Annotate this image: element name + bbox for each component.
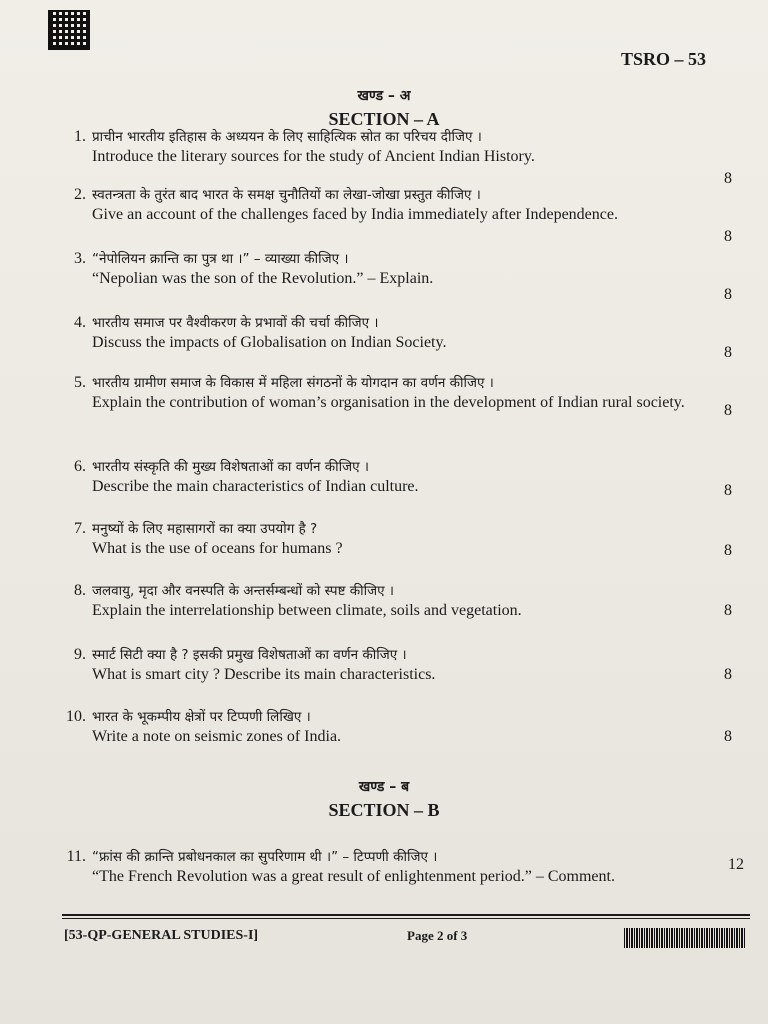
barcode	[624, 928, 746, 948]
question-5	[58, 374, 732, 419]
question-marks: 8	[724, 482, 732, 499]
section-b-hindi: खण्ड – ब	[358, 779, 410, 795]
question-marks: 12	[728, 856, 744, 873]
question-number: 2.	[74, 186, 86, 203]
question-hindi: भारत के भूकम्पीय क्षेत्रों पर टिप्पणी लिखिए ।	[92, 709, 311, 725]
question-number: 5.	[74, 374, 86, 391]
section-b-heading	[0, 777, 768, 821]
question-8	[58, 582, 732, 620]
footer-rule-thin	[62, 918, 750, 919]
question-4	[58, 314, 732, 361]
question-hindi: जलवायु, मृदा और वनस्पति के अन्तर्सम्बन्धों को स्पष्ट कीजिए ।	[92, 583, 395, 599]
question-hindi: भारतीय ग्रामीण समाज के विकास में महिला संगठनों के योगदान का वर्णन कीजिए ।	[92, 375, 494, 391]
section-b-english: SECTION – B	[328, 800, 440, 820]
question-1	[58, 128, 732, 187]
question-hindi: भारतीय समाज पर वैश्वीकरण के प्रभावों की चर्चा कीजिए ।	[92, 315, 379, 331]
question-marks: 8	[724, 728, 732, 745]
question-marks: 8	[724, 602, 732, 619]
question-marks: 8	[724, 170, 732, 187]
question-marks: 8	[724, 286, 732, 303]
question-marks: 8	[724, 666, 732, 683]
question-7	[58, 520, 732, 559]
section-a-heading	[0, 86, 768, 130]
question-6	[58, 458, 732, 499]
question-hindi: स्मार्ट सिटी क्या है ? इसकी प्रमुख विशेषताओं का वर्णन कीजिए ।	[92, 647, 407, 663]
question-hindi: भारतीय संस्कृति की मुख्य विशेषताओं का वर्णन कीजिए ।	[92, 459, 370, 475]
question-3	[58, 250, 732, 303]
question-marks: 8	[724, 228, 732, 245]
question-9	[58, 646, 732, 684]
question-11	[58, 848, 744, 886]
question-number: 4.	[74, 314, 86, 331]
question-marks: 8	[724, 542, 732, 559]
question-marks: 8	[724, 344, 732, 361]
question-english: Explain the interrelationship between climate, soils and vegetation.	[92, 602, 522, 619]
question-english: “Nepolian was the son of the Revolution.” – Explain.	[92, 270, 434, 287]
page-number: Page 2 of 3	[407, 928, 468, 943]
question-number: 11.	[66, 848, 86, 865]
question-english: Give an account of the challenges faced by India immediately after Independence.	[92, 206, 618, 223]
question-number: 7.	[74, 520, 86, 537]
question-english: “The French Revolution was a great result of enlightenment period.” – Comment.	[92, 868, 615, 885]
question-number: 3.	[74, 250, 86, 267]
question-number: 9.	[74, 646, 86, 663]
question-english: Describe the main characteristics of Indian culture.	[92, 478, 419, 495]
question-hindi: “नेपोलियन क्रान्ति का पुत्र था ।” – व्याख्या कीजिए ।	[92, 251, 349, 267]
question-english: Explain the contribution of woman’s organisation in the development of Indian rural society.	[92, 394, 685, 411]
question-english: Discuss the impacts of Globalisation on Indian Society.	[92, 334, 447, 351]
question-hindi: प्राचीन भारतीय इतिहास के अध्ययन के लिए साहित्यिक स्रोत का परिचय दीजिए ।	[92, 129, 482, 145]
section-a-hindi: खण्ड – अ	[357, 88, 411, 104]
question-10	[58, 708, 732, 746]
question-2	[58, 186, 732, 245]
question-hindi: स्वतन्त्रता के तुरंत बाद भारत के समक्ष चुनौतियों का लेखा-जोखा प्रस्तुत कीजिए ।	[92, 187, 481, 203]
question-hindi: “फ्रांस की क्रान्ति प्रबोधनकाल का सुपरिणाम थी ।” – टिप्पणी कीजिए ।	[92, 849, 438, 865]
question-number: 10.	[66, 708, 86, 725]
qr-code	[48, 10, 90, 50]
question-marks: 8	[724, 402, 732, 419]
question-english: Write a note on seismic zones of India.	[92, 728, 342, 745]
question-english: What is the use of oceans for humans ?	[92, 540, 343, 557]
question-english: What is smart city ? Describe its main characteristics.	[92, 666, 436, 683]
paper-code: TSRO – 53	[620, 49, 706, 69]
question-number: 1.	[74, 128, 86, 145]
question-number: 8.	[74, 582, 86, 599]
section-a-english: SECTION – A	[328, 109, 440, 129]
paper-title: [53-QP-GENERAL STUDIES-I]	[64, 928, 259, 943]
question-english: Introduce the literary sources for the study of Ancient Indian History.	[92, 148, 535, 165]
question-hindi: मनुष्यों के लिए महासागरों का क्या उपयोग है ?	[92, 521, 318, 537]
question-number: 6.	[74, 458, 86, 475]
footer-rule	[62, 914, 750, 916]
